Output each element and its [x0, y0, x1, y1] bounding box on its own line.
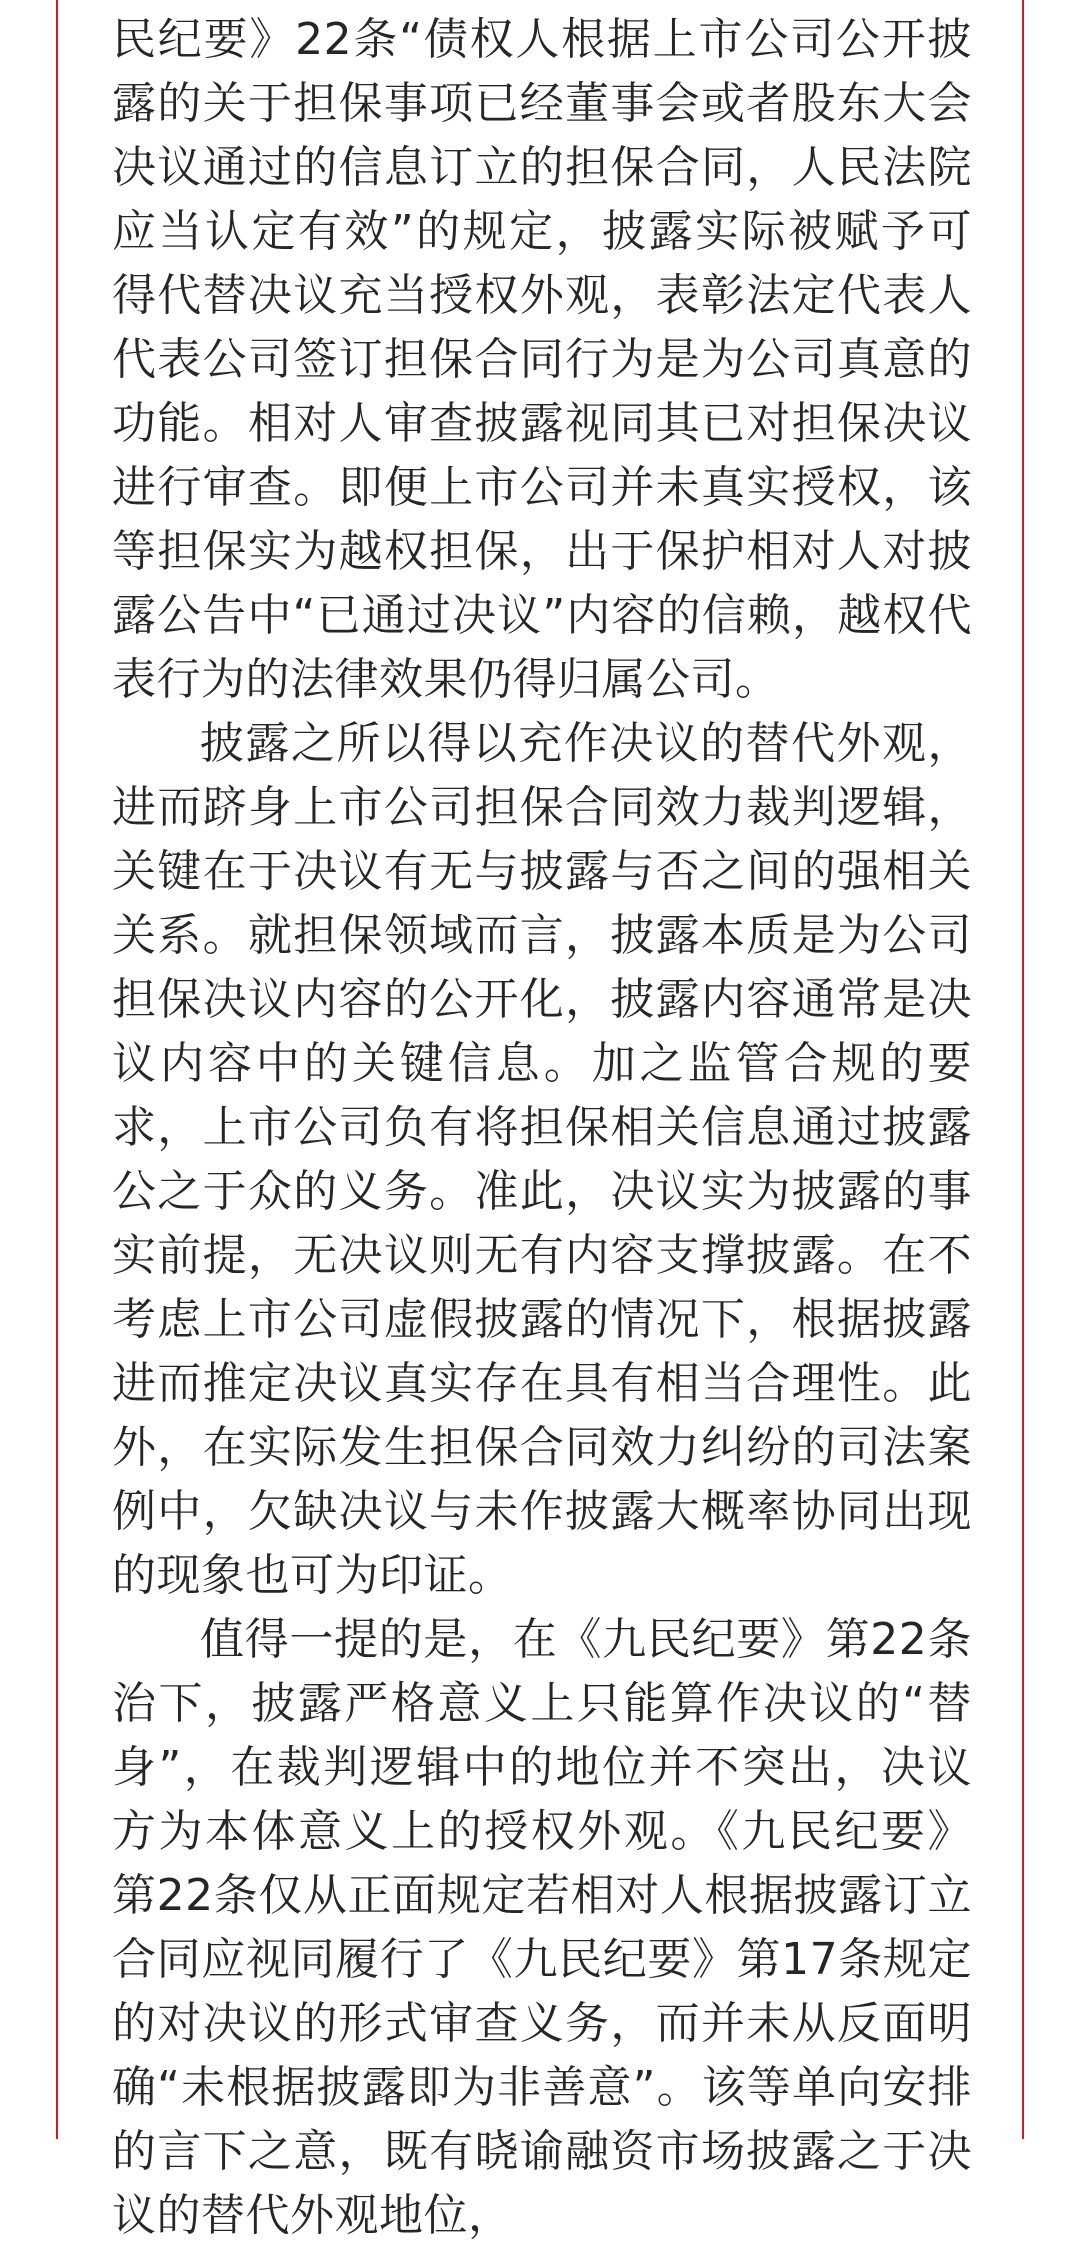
line-text: 有内容支撑披露。在不考虑上市公司虚假披露 — [112, 1230, 972, 1345]
line-text: 有相当合理性。此外，在实际发生担保合同效 — [112, 1358, 973, 1473]
line-text: 正面规定若相对人根据披露订立合同应视同履 — [112, 1870, 972, 1985]
line-text: 审查义务，而并未从反面明确“未根据披露即 — [112, 1998, 973, 2113]
line-text: 行了《九民纪要》第17条规定的对决议的形式 — [112, 1934, 972, 2049]
line-text: 晓谕融资市场披露之于决议的替代外观地位， — [112, 2126, 973, 2241]
paragraph-2 — [112, 712, 972, 1608]
line-text: 订担保合同行为是为公司真意的功能。相对人 — [112, 334, 973, 449]
line-text: 值得一提的是，在《九民纪要》第22条治 — [112, 1614, 972, 1729]
line-text: 就担保领域而言，披露本质是为公司担保决议 — [112, 910, 973, 1025]
line-text: 为非善意”。该等单向安排的言下之意，既有 — [112, 2062, 973, 2177]
line-text: 民纪要》22条“债权人根据上市公司公开披露 — [112, 14, 972, 129]
paragraph-1 — [112, 8, 972, 712]
line-text: 得归属公司。 — [512, 654, 780, 705]
line-text: 意义上的授权外观。《九民纪要》第22条仅从 — [112, 1806, 973, 1921]
paragraph-3 — [112, 1608, 972, 2248]
line-text: 保，出于保护相对人对披露公告中“已通过决 — [112, 526, 973, 641]
line-text: 的关于担保事项已经董事会或者股东大会决议 — [112, 78, 973, 193]
line-text: 议充当授权外观，表彰法定代表人代表公司签 — [112, 270, 973, 385]
line-text: 披露之所以得以充作决议的替代外观，进 — [112, 718, 972, 833]
line-text: 上市公司并未真实授权，该等担保实为越权担 — [112, 462, 973, 577]
line-text: 力纠纷的司法案例中，欠缺决议与未作披露大 — [112, 1422, 973, 1537]
line-text: 议”内容的信赖，越权代表行为的法律效果仍 — [112, 590, 972, 705]
line-text: 而跻身上市公司担保合同效力裁判逻辑，关键 — [112, 782, 973, 897]
article-body — [112, 8, 972, 2248]
right-margin-rule — [1022, 0, 1024, 2139]
line-text: 关键信息。加之监管合规的要求，上市公司负 — [112, 1038, 973, 1153]
line-text: 概率协同出现的现象也可为印证。 — [112, 1486, 973, 1601]
line-text: 准此，决议实为披露的事实前提，无决议则无 — [112, 1166, 973, 1281]
line-text: 定有效”的规定，披露实际被赋予可得代替决 — [112, 206, 972, 321]
line-text: 通过的信息订立的担保合同，人民法院应当认 — [112, 142, 973, 257]
left-margin-rule — [56, 0, 58, 2139]
line-text: 下，披露严格意义上只能算作决议的“替身”， — [112, 1678, 972, 1793]
line-text: 内容的公开化，披露内容通常是决议内容中的 — [112, 974, 973, 1089]
line-text: 在裁判逻辑中的地位并不突出，决议方为本体 — [112, 1742, 973, 1857]
line-text: 有将担保相关信息通过披露公之于众的义务。 — [112, 1102, 973, 1217]
line-text: 在于决议有无与披露与否之间的强相关关系。 — [112, 846, 973, 961]
line-text: 审查披露视同其已对担保决议进行审查。即便 — [112, 398, 973, 513]
line-text: 的情况下，根据披露进而推定决议真实存在具 — [112, 1294, 973, 1409]
